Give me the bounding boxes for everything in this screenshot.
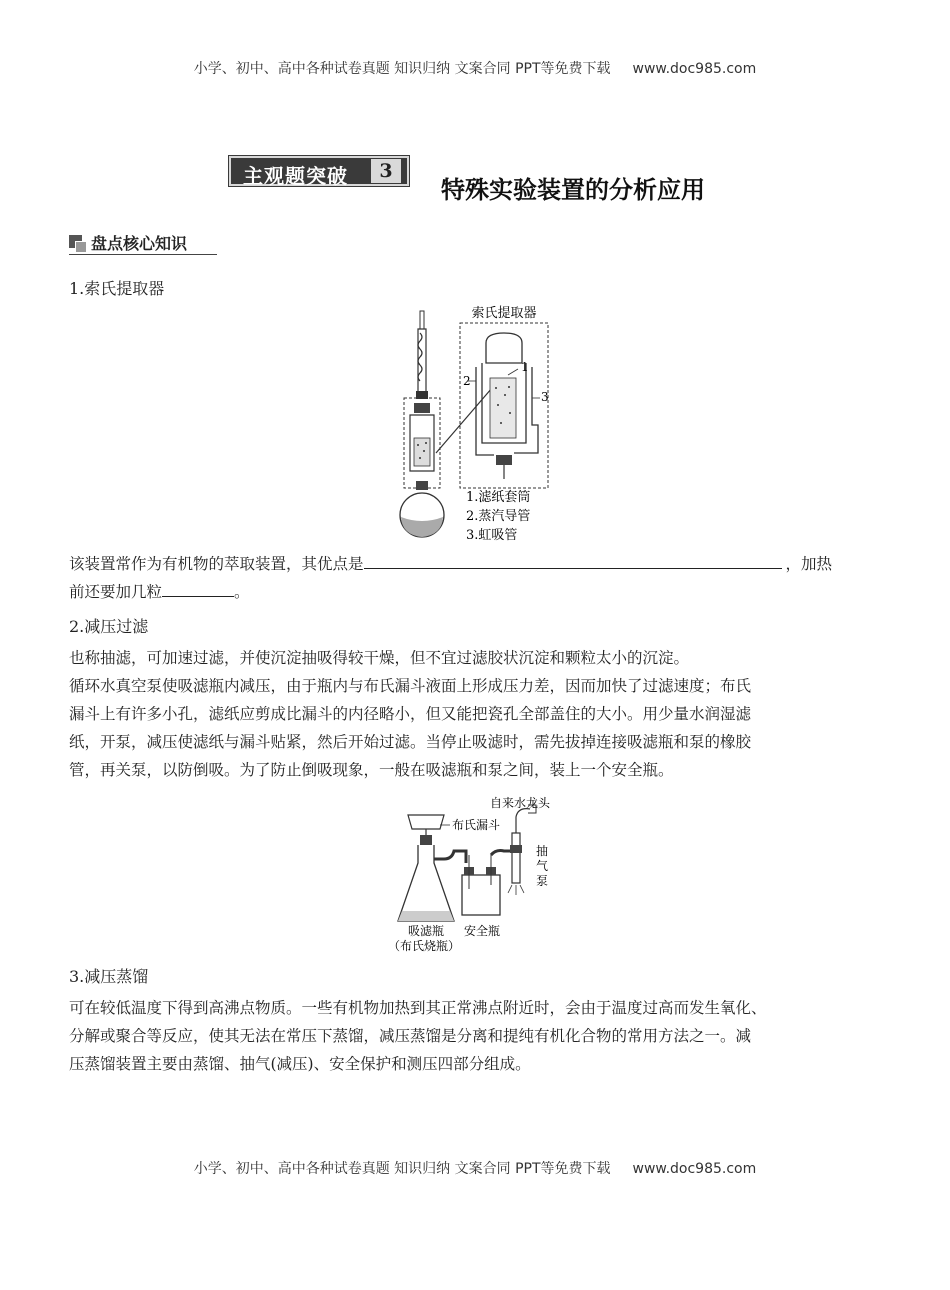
advantage-blank[interactable]: [364, 552, 782, 569]
header-text: 小学、初中、高中各种试卷真题 知识归纳 文案合同 PPT等免费下载: [193, 61, 611, 77]
soxhlet-n3: 3: [541, 390, 549, 404]
page-title: 特殊实验装置的分析应用: [441, 175, 705, 204]
footer-url[interactable]: www.doc985.com: [632, 1161, 757, 1177]
filtration-p2-l1: 循环水真空泵使吸滤瓶内减压，由于瓶内与布氏漏斗液面上形成压力差，因而加快了过滤速度；布氏: [69, 677, 752, 695]
item-heading-distillation: 3.减压蒸馏: [69, 967, 149, 986]
fig-safety-label: 安全瓶: [464, 924, 501, 938]
fig-pump-2: 气: [536, 859, 549, 873]
title-badge: [229, 156, 409, 186]
footer-text: 小学、初中、高中各种试卷真题 知识归纳 文案合同 PPT等免费下载: [193, 1161, 611, 1177]
page-footer: [0, 1158, 950, 1178]
title-badge-text: 主观题突破: [243, 164, 348, 188]
filtration-p2-l4: 管，再关泵，以防倒吸。为了防止倒吸现象，一般在吸滤瓶和泵之间，装上一个安全瓶。: [69, 761, 674, 779]
distill-l1: 可在较低温度下得到高沸点物质。一些有机物加热到其正常沸点附近时，会由于温度过高而发生氧化、: [69, 999, 767, 1017]
soxhlet-text-a: 该装置常作为有机物的萃取装置，其优点是: [69, 555, 364, 573]
fig-flask-label-2: （布氏烧瓶）: [388, 939, 461, 953]
soxhlet-legend-2: 2.蒸汽导管: [466, 509, 531, 524]
title-badge-number: 3: [371, 159, 401, 183]
distillation-paragraph: [69, 994, 881, 1078]
distill-l3: 压蒸馏装置主要由蒸馏、抽气(减压)、安全保护和测压四部分组成。: [69, 1055, 531, 1073]
item-heading-soxhlet: 1.索氏提取器: [69, 279, 165, 298]
soxhlet-n1: 1: [521, 360, 529, 374]
soxhlet-text-c: 前还要加几粒: [69, 583, 163, 601]
fig-tap-label: 自来水龙头: [490, 796, 551, 810]
book-icon-overlay: [75, 241, 87, 253]
soxhlet-legend-1: 1.滤纸套筒: [466, 490, 531, 505]
fig-pump-3: 泵: [536, 874, 549, 888]
fig-pump-1: 抽: [536, 844, 549, 858]
fig-funnel-label: 布氏漏斗: [452, 818, 501, 832]
soxhlet-text-d: 。: [234, 583, 250, 601]
section-heading-text: 盘点核心知识: [91, 234, 188, 253]
filtration-p2-l2: 漏斗上有许多小孔，滤纸应剪成比漏斗的内径略小，但又能把瓷孔全部盖住的大小。用少量水润湿滤: [69, 705, 752, 723]
soxhlet-legend-3: 3.虹吸管: [466, 528, 518, 543]
fig-flask-label: 吸滤瓶: [408, 924, 445, 938]
soxhlet-label: 索氏提取器: [471, 306, 537, 321]
filtration-p1: 也称抽滤，可加速过滤，并使沉淀抽吸得较干燥，但不宜过滤胶状沉淀和颗粒太小的沉淀。: [69, 649, 690, 667]
beads-blank[interactable]: [162, 580, 234, 597]
header-url[interactable]: www.doc985.com: [632, 61, 757, 77]
page-header: [0, 58, 950, 78]
distill-l2: 分解或聚合等反应，使其无法在常压下蒸馏，减压蒸馏是分离和提纯有机化合物的常用方法之一。减: [69, 1027, 752, 1045]
soxhlet-text-b: ，加热: [785, 555, 833, 573]
filtration-p2-l3: 纸，开泵，减压使滤纸与漏斗贴紧，然后开始过滤。当停止吸滤时，需先拔掉连接吸滤瓶和泵的橡胶: [69, 733, 752, 751]
soxhlet-n2: 2: [463, 374, 471, 388]
soxhlet-paragraph: [69, 550, 881, 606]
soxhlet-figure: [390, 303, 560, 548]
filtration-figure: [380, 793, 580, 953]
section-heading: [69, 232, 217, 255]
item-heading-filtration: 2.减压过滤: [69, 617, 149, 636]
filtration-paragraph: [69, 644, 881, 784]
stopper-top: [414, 403, 430, 413]
